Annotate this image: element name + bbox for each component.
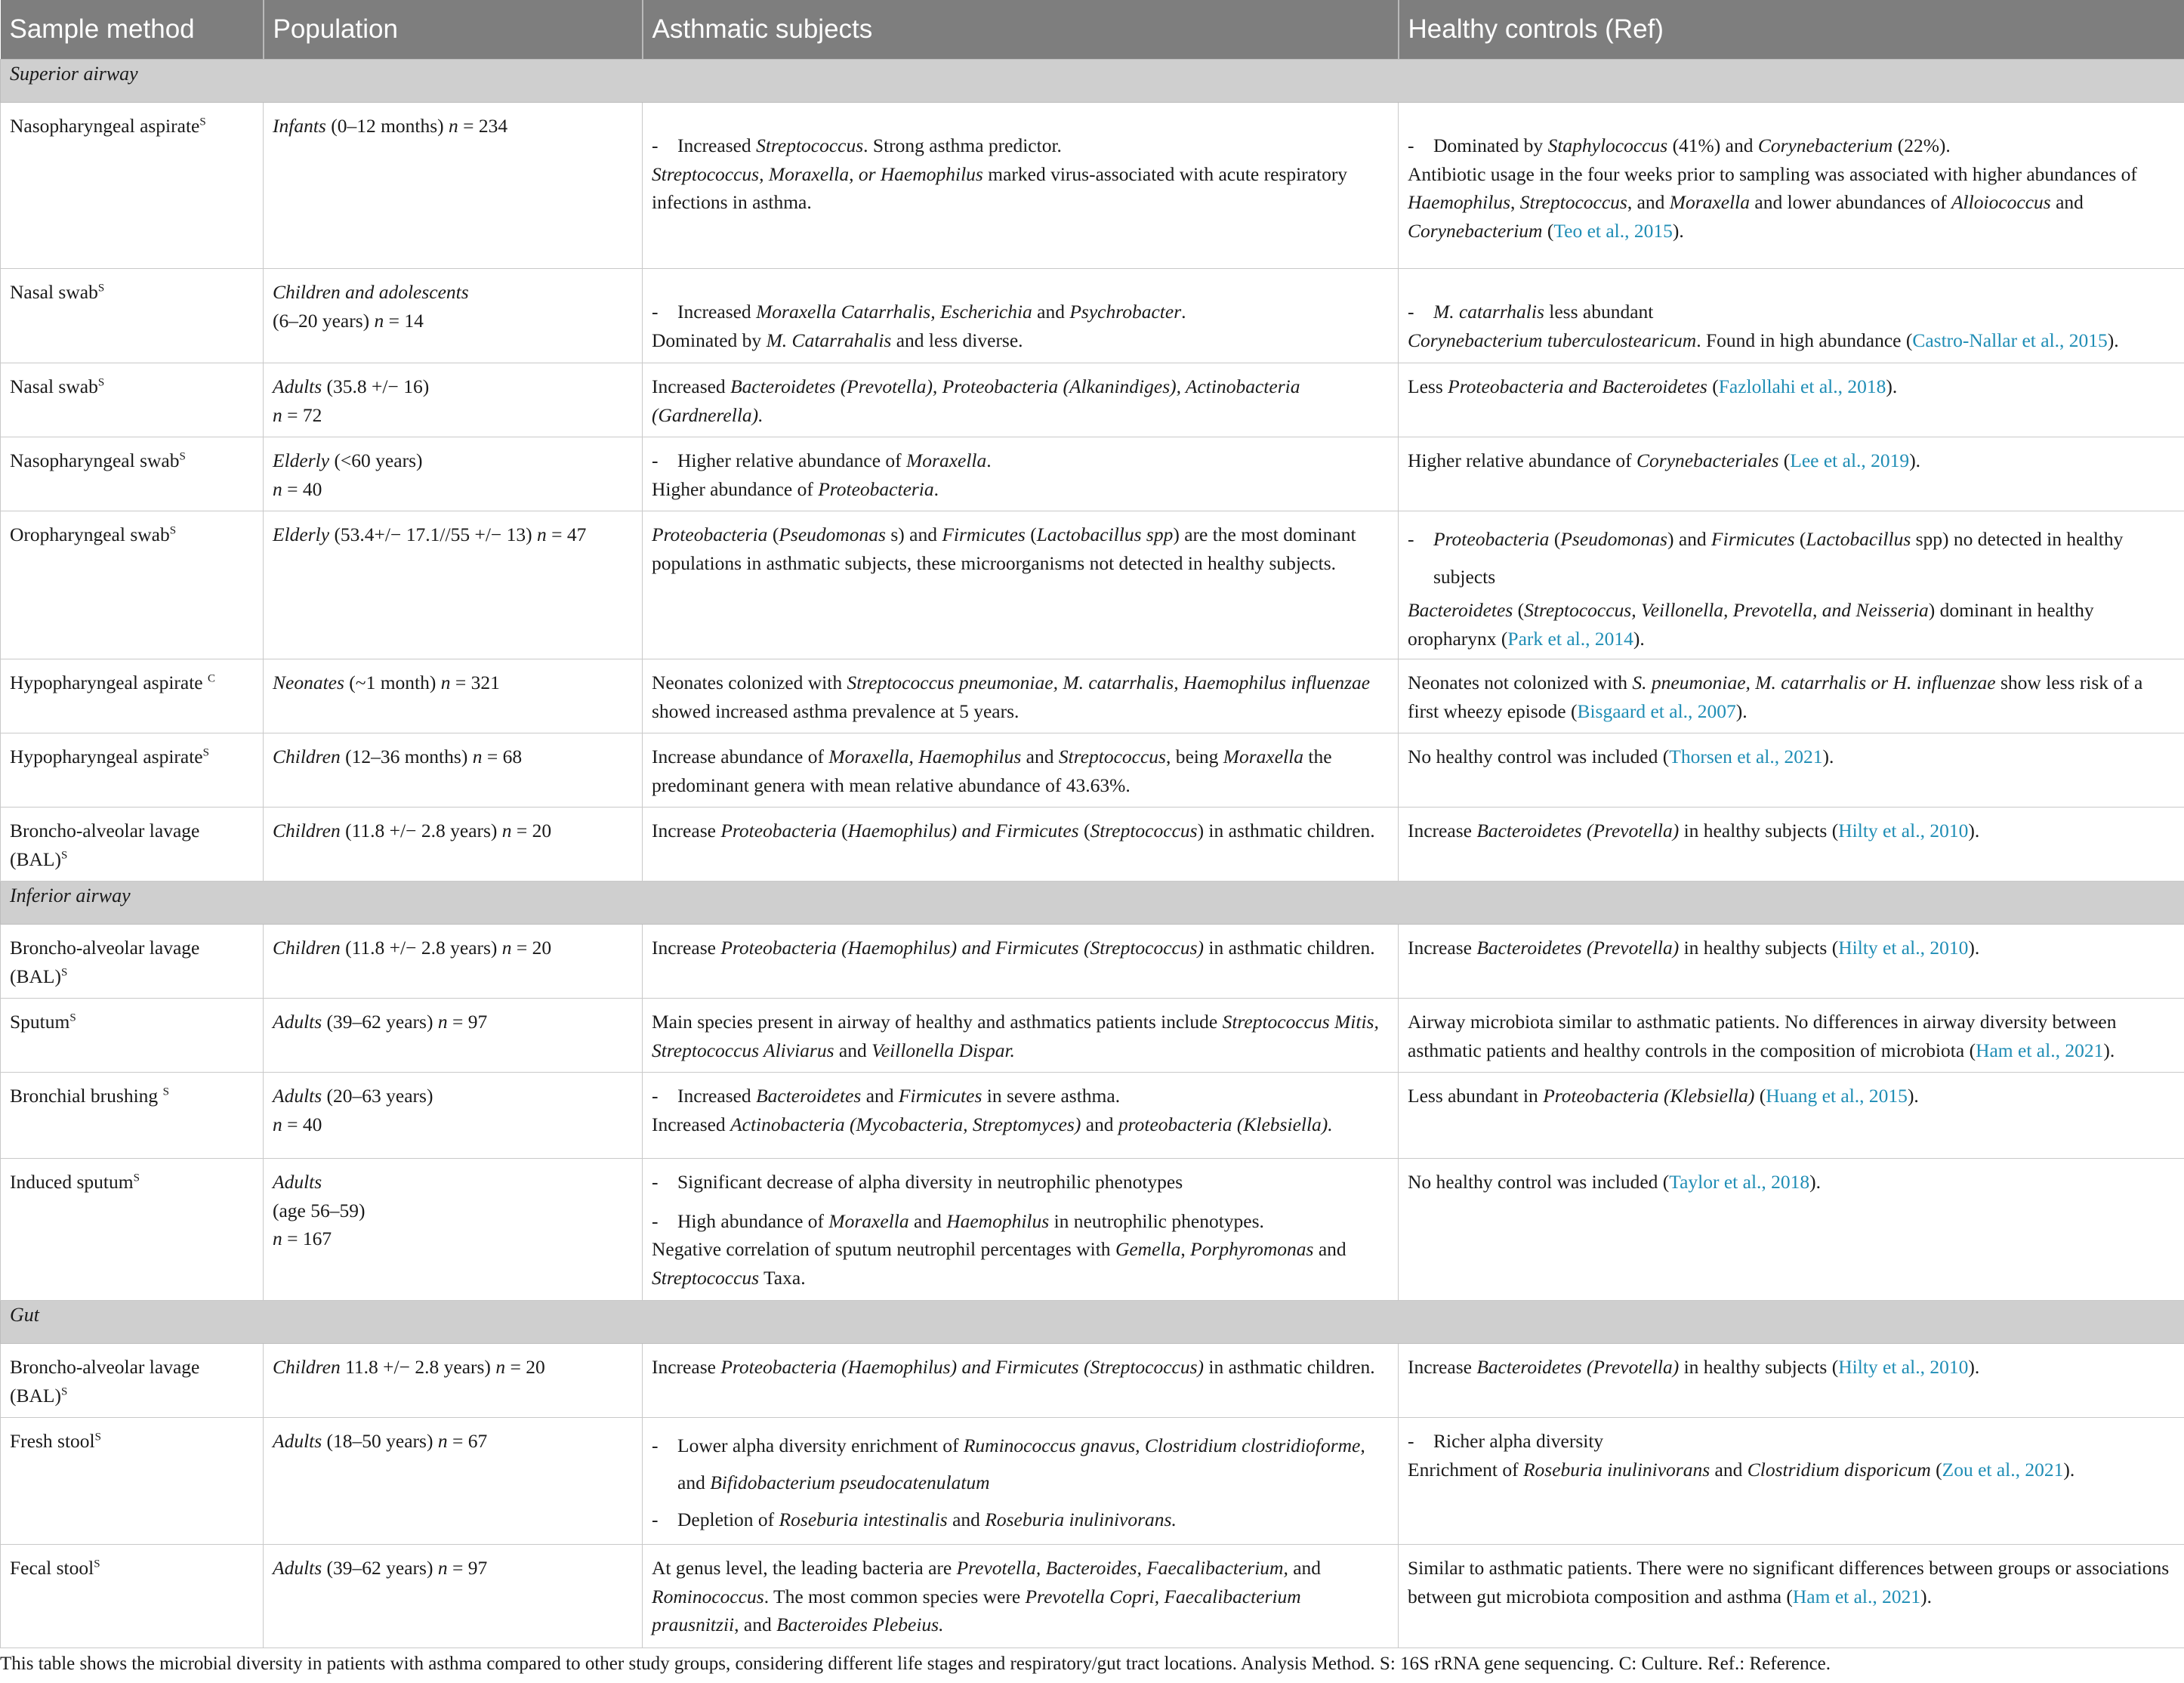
reference-link[interactable]: Thorsen et al., 2021 — [1669, 746, 1823, 767]
reference-link[interactable]: Huang et al., 2015 — [1766, 1085, 1908, 1107]
sample-cell: Hypopharyngeal aspirate $^C$ — [1, 659, 264, 733]
population-cell: Children 11.8 +/− 2.8 years) n = 20 — [264, 1344, 643, 1418]
asthmatic-cell: Proteobacteria (Pseudomonas s) and Firmicutes (Lactobacillus spp) are the most dominant populations in asthmatic subjects, these microorganisms not detected in healthy subjects. — [643, 511, 1399, 659]
healthy-cell: No healthy control was included (Thorsen et al., 2021). — [1399, 733, 2184, 808]
section-superior: Superior airway — [1, 60, 2184, 103]
healthy-cell: Similar to asthmatic patients. There were no significant differences between groups or associations between gut microbiota composition and asthma (Ham et al., 2021). — [1399, 1545, 2184, 1648]
sample-cell: Oropharyngeal swab$^S$ — [1, 511, 264, 659]
reference-link[interactable]: Ham et al., 2021 — [1792, 1585, 1921, 1607]
asthmatic-cell: - Significant decrease of alpha diversity in neutrophilic phenotypes - High abundance of Moraxella and Haemophilus in neutrophilic phenotypes. Negative correlation of sputum neutrophil percentages with Gemella, Porphyromonas and Streptococcus Taxa. — [643, 1159, 1399, 1301]
header-population: Population — [264, 0, 643, 60]
table-row — [1, 1545, 2184, 1648]
sample-cell: Nasal swab$^S$ — [1, 363, 264, 437]
population-cell: Adults (20–63 years) n = 40 — [264, 1073, 643, 1159]
population-cell: Adults (age 56–59) n = 167 — [264, 1159, 643, 1301]
table-row — [1, 511, 2184, 659]
reference-link[interactable]: Teo et al., 2015 — [1553, 219, 1673, 242]
sample-cell: Fecal stool$^S$ — [1, 1545, 264, 1648]
reference-link[interactable]: Zou et al., 2021 — [1942, 1458, 2064, 1481]
reference-link[interactable]: Hilty et al., 2010 — [1838, 937, 1969, 959]
healthy-cell: - Proteobacteria (Pseudomonas) and Firmicutes (Lactobacillus spp) no detected in healthy subjects Bacteroidetes (Streptococcus, Veillonella, Prevotella, and Neisseria) dominant in healthy oropharynx (Park et al., 2014). — [1399, 511, 2184, 659]
population-cell: Neonates (~1 month) n = 321 — [264, 659, 643, 733]
section-row — [1, 882, 2184, 925]
healthy-cell: Less Proteobacteria and Bacteroidetes (Fazlollahi et al., 2018). — [1399, 363, 2184, 437]
reference-link[interactable]: Park et al., 2014 — [1507, 627, 1633, 650]
sample-cell: Nasopharyngeal swab$^S$ — [1, 437, 264, 511]
asthmatic-cell: Neonates colonized with Streptococcus pneumoniae, M. catarrhalis, Haemophilus influenzae showed increased asthma prevalence at 5 years. — [643, 659, 1399, 733]
asthmatic-cell: Main species present in airway of healthy and asthmatics patients include Streptococcus Mitis, Streptococcus Aliviarus and Veillonella Dispar. — [643, 999, 1399, 1073]
sample-cell: Induced sputum$^S$ — [1, 1159, 264, 1301]
population-cell: Children (11.8 +/− 2.8 years) n = 20 — [264, 808, 643, 882]
sample-cell: Fresh stool$^S$ — [1, 1418, 264, 1545]
population-cell: Adults (35.8 +/− 16) n = 72 — [264, 363, 643, 437]
header-row — [1, 0, 2184, 60]
table-row — [1, 103, 2184, 269]
population-cell: Adults (39–62 years) n = 97 — [264, 999, 643, 1073]
table-row — [1, 733, 2184, 808]
table-footnote: This table shows the microbial diversity in patients with asthma compared to other study groups, considering different life stages and respiratory/gut tract locations. Analysis Method. S: 16S rRNA gene sequencing. C: Culture. Ref.: Reference. — [0, 1654, 1831, 1674]
reference-link[interactable]: Bisgaard et al., 2007 — [1577, 699, 1736, 722]
asthmatic-cell: Increase Proteobacteria (Haemophilus) and Firmicutes (Streptococcus) in asthmatic children. — [643, 808, 1399, 882]
section-gut: Gut — [1, 1301, 2184, 1344]
reference-link[interactable]: Hilty et al., 2010 — [1838, 820, 1969, 842]
population-cell: Children (12–36 months) n = 68 — [264, 733, 643, 808]
asthmatic-cell: Increased Bacteroidetes (Prevotella), Proteobacteria (Alkanindiges), Actinobacteria (Gardnerella). — [643, 363, 1399, 437]
asthmatic-cell: Increase Proteobacteria (Haemophilus) and Firmicutes (Streptococcus) in asthmatic children. — [643, 1344, 1399, 1418]
asthmatic-cell: Increase Proteobacteria (Haemophilus) and Firmicutes (Streptococcus) in asthmatic children. — [643, 925, 1399, 999]
sample-cell: Sputum$^S$ — [1, 999, 264, 1073]
sample-cell: Nasal swab$^S$ — [1, 269, 264, 363]
healthy-cell: No healthy control was included (Taylor et al., 2018). — [1399, 1159, 2184, 1301]
healthy-cell: Increase Bacteroidetes (Prevotella) in healthy subjects (Hilty et al., 2010). — [1399, 1344, 2184, 1418]
table-row — [1, 269, 2184, 363]
section-inferior: Inferior airway — [1, 882, 2184, 925]
healthy-cell: Increase Bacteroidetes (Prevotella) in healthy subjects (Hilty et al., 2010). — [1399, 925, 2184, 999]
sample-cell: Nasopharyngeal aspirate$^S$ — [1, 103, 264, 269]
healthy-cell: Higher relative abundance of Corynebacteriales (Lee et al., 2019). — [1399, 437, 2184, 511]
healthy-cell: - Dominated by Staphylococcus (41%) and Corynebacterium (22%). Antibiotic usage in the four weeks prior to sampling was associated with higher abundances of Haemophilus, Streptococcus, and Moraxella and lower abundances of Alloiococcus and Corynebacterium (Teo et al., 2015). — [1399, 103, 2184, 269]
header-healthy: Healthy controls (Ref) — [1399, 0, 2184, 60]
population-cell: Children and adolescents (6–20 years) n = 14 — [264, 269, 643, 363]
table-row — [1, 437, 2184, 511]
section-row — [1, 1301, 2184, 1344]
healthy-cell: Less abundant in Proteobacteria (Klebsiella) (Huang et al., 2015). — [1399, 1073, 2184, 1159]
reference-link[interactable]: Taylor et al., 2018 — [1669, 1171, 1810, 1193]
asthmatic-cell: - Lower alpha diversity enrichment of Ruminococcus gnavus, Clostridium clostridioforme, and Bifidobacterium pseudocatenulatum - Depletion of Roseburia intestinalis and Roseburia inulinivorans. — [643, 1418, 1399, 1545]
population-cell: Elderly (53.4+/− 17.1//55 +/− 13) n = 47 — [264, 511, 643, 659]
table-row — [1, 999, 2184, 1073]
table-row — [1, 363, 2184, 437]
reference-link[interactable]: Fazlollahi et al., 2018 — [1718, 375, 1886, 397]
reference-link[interactable]: Ham et al., 2021 — [1976, 1039, 2104, 1061]
section-row — [1, 60, 2184, 103]
healthy-cell: Airway microbiota similar to asthmatic patients. No differences in airway diversity between asthmatic patients and healthy controls in the composition of microbiota (Ham et al., 2021). — [1399, 999, 2184, 1073]
population-cell: Adults (39–62 years) n = 97 — [264, 1545, 643, 1648]
sample-cell: Broncho-alveolar lavage (BAL)$^S$ — [1, 925, 264, 999]
reference-link[interactable]: Hilty et al., 2010 — [1838, 1356, 1969, 1378]
asthmatic-cell: - Increased Streptococcus. Strong asthma predictor. Streptococcus, Moraxella, or Haemophilus marked virus-associated with acute respiratory infections in asthma. — [643, 103, 1399, 269]
population-cell: Children (11.8 +/− 2.8 years) n = 20 — [264, 925, 643, 999]
sample-cell: Bronchial brushing $^S$ — [1, 1073, 264, 1159]
asthmatic-cell: - Increased Bacteroidetes and Firmicutes in severe asthma. Increased Actinobacteria (Mycobacteria, Streptomyces) and proteobacteria (Klebsiella). — [643, 1073, 1399, 1159]
healthy-cell: Increase Bacteroidetes (Prevotella) in healthy subjects (Hilty et al., 2010). — [1399, 808, 2184, 882]
table-row — [1, 808, 2184, 882]
population-cell: Elderly (<60 years) n = 40 — [264, 437, 643, 511]
asthmatic-cell: - Higher relative abundance of Moraxella. Higher abundance of Proteobacteria. — [643, 437, 1399, 511]
table-row — [1, 1344, 2184, 1418]
table-row — [1, 1159, 2184, 1301]
reference-link[interactable]: Castro-Nallar et al., 2015 — [1912, 329, 2108, 351]
reference-link[interactable]: Lee et al., 2019 — [1790, 449, 1910, 471]
asthmatic-cell: Increase abundance of Moraxella, Haemophilus and Streptococcus, being Moraxella the predominant genera with mean relative abundance of 43.63%. — [643, 733, 1399, 808]
table-row — [1, 1073, 2184, 1159]
asthmatic-cell: - Increased Moraxella Catarrhalis, Escherichia and Psychrobacter. Dominated by M. Catarrahalis and less diverse. — [643, 269, 1399, 363]
sample-cell: Hypopharyngeal aspirate$^S$ — [1, 733, 264, 808]
table-row — [1, 925, 2184, 999]
healthy-cell: - M. catarrhalis less abundant Corynebacterium tuberculostearicum. Found in high abundance (Castro-Nallar et al., 2015). — [1399, 269, 2184, 363]
sample-cell: Broncho-alveolar lavage (BAL)$^S$ — [1, 808, 264, 882]
table-row — [1, 1418, 2184, 1545]
population-cell: Adults (18–50 years) n = 67 — [264, 1418, 643, 1545]
healthy-cell: - Richer alpha diversity Enrichment of Roseburia inulinivorans and Clostridium disporicum (Zou et al., 2021). — [1399, 1418, 2184, 1545]
header-sample-method: Sample method — [1, 0, 264, 60]
population-cell: Infants (0–12 months) n = 234 — [264, 103, 643, 269]
healthy-cell: Neonates not colonized with S. pneumoniae, M. catarrhalis or H. influenzae show less risk of a first wheezy episode (Bisgaard et al., 2007). — [1399, 659, 2184, 733]
sample-cell: Broncho-alveolar lavage (BAL)$^S$ — [1, 1344, 264, 1418]
header-asthmatic: Asthmatic subjects — [643, 0, 1399, 60]
asthmatic-cell: At genus level, the leading bacteria are Prevotella, Bacteroides, Faecalibacterium, and Rominococcus. The most common species were Prevotella Copri, Faecalibacterium prausnitzii, and Bacteroides Plebeius. — [643, 1545, 1399, 1648]
table-row — [1, 659, 2184, 733]
